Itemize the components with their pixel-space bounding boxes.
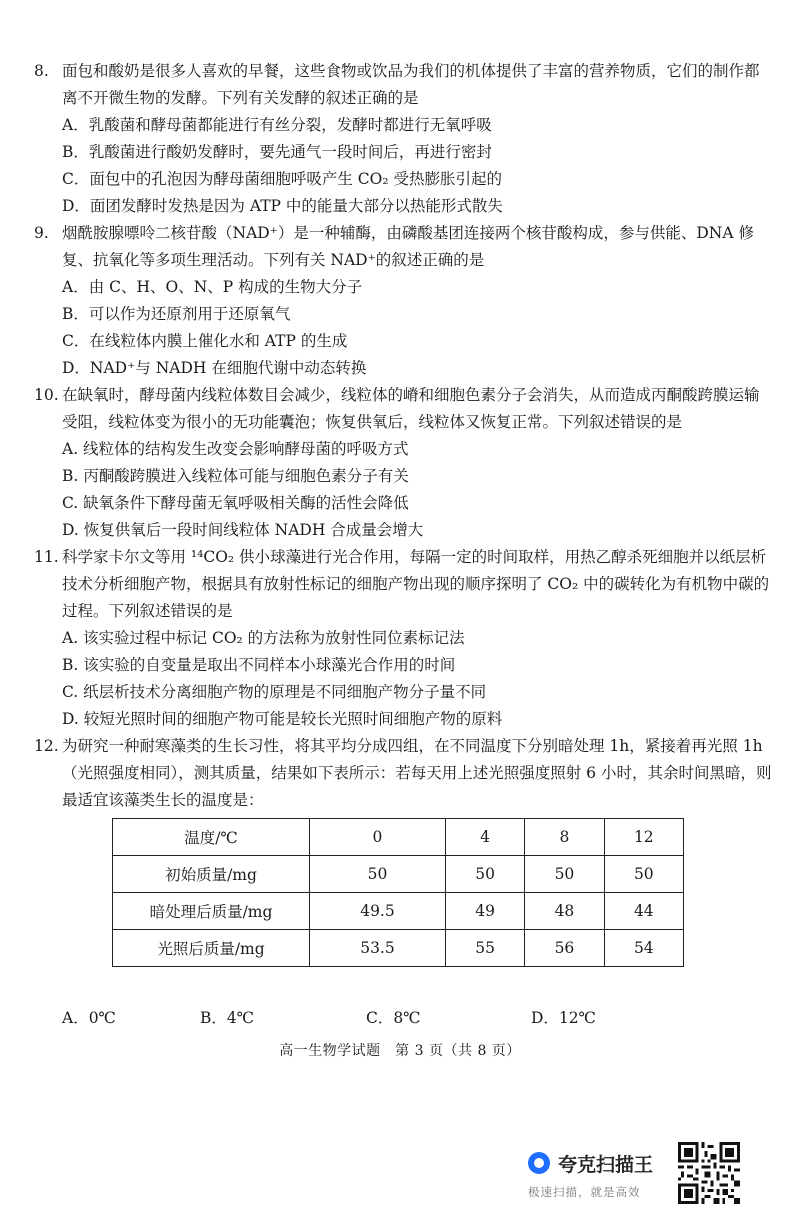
table-row — [113, 893, 684, 930]
question-10 — [34, 382, 774, 544]
option-d: D．面团发酵时发热是因为 ATP 中的能量大部分以热能形式散失 — [62, 197, 503, 215]
table-row — [113, 819, 684, 856]
scanner-watermark — [528, 1150, 674, 1206]
option-a: A．0℃ — [62, 1009, 116, 1027]
question-stem — [34, 58, 774, 112]
option-b: B．可以作为还原剂用于还原氧气 — [62, 305, 291, 323]
question-text: 烟酰胺腺嘌呤二核苷酸（NAD⁺）是一种辅酶，由磷酸基团连接两个核苷酸构成，参与供能、DNA 修复、抗氧化等多项生理活动。下列有关 NAD⁺的叙述正确的是 — [62, 224, 754, 269]
table-cell: 44 — [604, 893, 683, 930]
q12-answer-choices — [0, 1006, 800, 1030]
option-c: C. 缺氧条件下酵母菌无氧呼吸相关酶的活性会降低 — [62, 494, 409, 512]
table-cell: 49 — [445, 893, 524, 930]
option-c: C．8℃ — [366, 1009, 421, 1027]
table-cell: 54 — [604, 930, 683, 967]
question-number: 8. — [34, 62, 49, 80]
question-stem — [34, 382, 774, 436]
table-cell: 50 — [310, 856, 446, 893]
question-number: 12. — [34, 737, 59, 755]
question-8 — [34, 58, 774, 220]
question-12 — [34, 733, 774, 814]
question-stem — [34, 220, 774, 274]
table-cell: 0 — [310, 819, 446, 856]
option-a: A．乳酸菌和酵母菌都能进行有丝分裂，发酵时都进行无氧呼吸 — [62, 116, 492, 134]
results-table — [112, 818, 684, 967]
question-number: 9. — [34, 224, 49, 242]
question-text: 面包和酸奶是很多人喜欢的早餐，这些食物或饮品为我们的机体提供了丰富的营养物质，它们的制作都离不开微生物的发酵。下列有关发酵的叙述正确的是 — [62, 62, 760, 107]
table-cell: 50 — [525, 856, 604, 893]
table-cell: 53.5 — [310, 930, 446, 967]
option-a: A．由 C、H、O、N、P 构成的生物大分子 — [62, 278, 363, 296]
option-d: D．NAD⁺与 NADH 在细胞代谢中动态转换 — [62, 359, 367, 377]
question-11 — [34, 544, 774, 733]
table-cell: 初始质量/mg — [113, 856, 310, 893]
table-cell: 光照后质量/mg — [113, 930, 310, 967]
table-row — [113, 930, 684, 967]
table-cell: 8 — [525, 819, 604, 856]
table-cell: 48 — [525, 893, 604, 930]
option-b: B. 该实验的自变量是取出不同样本小球藻光合作用的时间 — [62, 656, 456, 674]
question-text: 为研究一种耐寒藻类的生长习性，将其平均分成四组，在不同温度下分别暗处理 1h，紧接着再光照 1h（光照强度相同），测其质量，结果如下表所示：若每天用上述光照强度照射 6 小时，其余时间黑暗，则最适宜该藻类生长的温度是： — [62, 737, 772, 809]
question-9 — [34, 220, 774, 382]
qr-code-icon — [678, 1142, 740, 1204]
question-text: 在缺氧时，酵母菌内线粒体数目会减少，线粒体的嵴和细胞色素分子会消失，从而造成丙酮酸跨膜运输受阻，线粒体变为很小的无功能囊泡；恢复供氧后，线粒体又恢复正常。下列叙述错误的是 — [62, 386, 760, 431]
option-b: B. 丙酮酸跨膜进入线粒体可能与细胞色素分子有关 — [62, 467, 409, 485]
table-cell: 49.5 — [310, 893, 446, 930]
table-cell: 暗处理后质量/mg — [113, 893, 310, 930]
question-number: 11. — [34, 548, 59, 566]
table-cell: 温度/℃ — [113, 819, 310, 856]
page-footer: 高一生物学试题 第 3 页（共 8 页） — [279, 1043, 521, 1059]
option-a: A. 该实验过程中标记 CO₂ 的方法称为放射性同位素标记法 — [62, 629, 465, 647]
option-d: D. 恢复供氧后一段时间线粒体 NADH 合成量会增大 — [62, 521, 424, 539]
table-cell: 12 — [604, 819, 683, 856]
option-c: C. 纸层析技术分离细胞产物的原理是不同细胞产物分子量不同 — [62, 683, 487, 701]
option-c: C．在线粒体内膜上催化水和 ATP 的生成 — [62, 332, 348, 350]
question-stem — [34, 544, 774, 625]
question-text: 科学家卡尔文等用 ¹⁴CO₂ 供小球藻进行光合作用，每隔一定的时间取样，用热乙醇杀死细胞并以纸层析技术分析细胞产物，根据具有放射性标记的细胞产物出现的顺序探明了 CO₂ 中的碳转化为有机物中碳的过程。下列叙述错误的是 — [62, 548, 770, 620]
brand-slogan: 极速扫描，就是高效 — [528, 1185, 641, 1199]
brand-name: 夸克扫描王 — [558, 1154, 654, 1176]
table-cell: 50 — [604, 856, 683, 893]
option-c: C．面包中的孔泡因为酵母菌细胞呼吸产生 CO₂ 受热膨胀引起的 — [62, 170, 502, 188]
option-b: B．乳酸菌进行酸奶发酵时，要先通气一段时间后，再进行密封 — [62, 143, 492, 161]
option-d: D．12℃ — [531, 1009, 596, 1027]
table-cell: 50 — [445, 856, 524, 893]
table-row — [113, 856, 684, 893]
question-number: 10. — [34, 386, 59, 404]
quark-logo-icon — [528, 1152, 550, 1174]
option-a: A. 线粒体的结构发生改变会影响酵母菌的呼吸方式 — [62, 440, 409, 458]
question-stem — [34, 733, 774, 814]
table-cell: 4 — [445, 819, 524, 856]
option-b: B．4℃ — [200, 1009, 255, 1027]
table-cell: 56 — [525, 930, 604, 967]
table-cell: 55 — [445, 930, 524, 967]
option-d: D. 较短光照时间的细胞产物可能是较长光照时间细胞产物的原料 — [62, 710, 503, 728]
